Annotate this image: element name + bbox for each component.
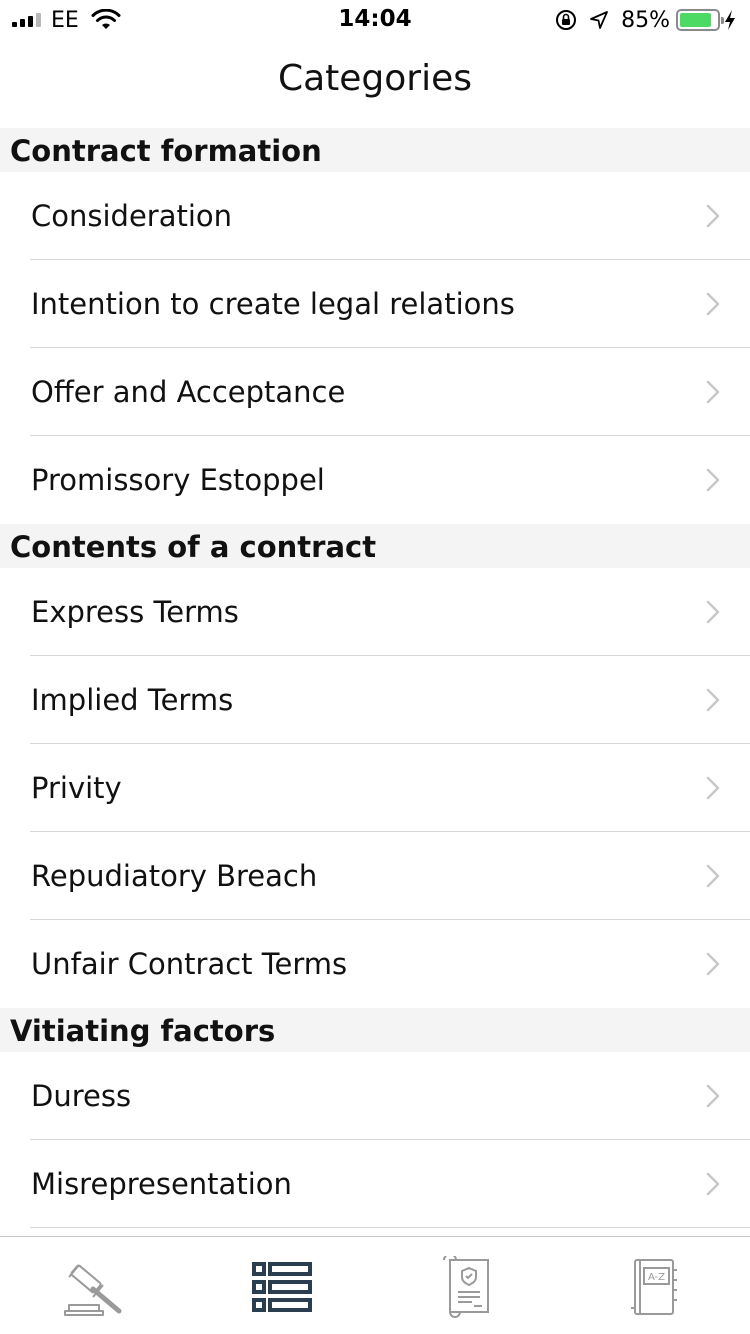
- tab-categories[interactable]: [247, 1255, 317, 1319]
- tab-bar: [0, 1236, 750, 1334]
- section-header: Contents of a contract: [0, 524, 750, 568]
- list-item-label: Unfair Contract Terms: [31, 947, 348, 981]
- battery-percent: 85%: [621, 7, 670, 33]
- list-item-label: Consideration: [31, 199, 233, 233]
- list-item-intention[interactable]: [0, 260, 750, 348]
- chevron-right-icon: [706, 688, 720, 712]
- list-icon: [250, 1261, 314, 1313]
- tab-certificate[interactable]: [433, 1255, 503, 1319]
- chevron-right-icon: [706, 952, 720, 976]
- list-item-label: Implied Terms: [31, 683, 234, 717]
- status-time: 14:04: [338, 6, 412, 32]
- battery-fill: [680, 13, 711, 27]
- chevron-right-icon: [706, 864, 720, 888]
- orientation-lock-icon: [555, 9, 577, 31]
- location-arrow-icon: [589, 10, 609, 30]
- list-item-express-terms[interactable]: [0, 568, 750, 656]
- list-item-consideration[interactable]: [0, 172, 750, 260]
- list-item-label: Express Terms: [31, 595, 239, 629]
- list-item-promissory-estoppel[interactable]: [0, 436, 750, 524]
- chevron-right-icon: [706, 468, 720, 492]
- list-item-label: Duress: [31, 1079, 132, 1113]
- list-item-label: Repudiatory Breach: [31, 859, 318, 893]
- list-item-label: Intention to create legal relations: [31, 287, 515, 321]
- certificate-scroll-icon: [440, 1256, 496, 1318]
- list-item-label: Privity: [31, 771, 122, 805]
- section-vitiating-factors: [0, 1008, 750, 1228]
- gavel-icon: [63, 1257, 127, 1317]
- chevron-right-icon: [706, 1084, 720, 1108]
- charging-bolt-icon: [724, 9, 736, 31]
- list-item-duress[interactable]: [0, 1052, 750, 1140]
- carrier-name: EE: [51, 7, 79, 33]
- page-title: Categories: [277, 58, 473, 99]
- tab-cases[interactable]: [60, 1255, 130, 1319]
- row-divider: [30, 1227, 750, 1228]
- section-contract-formation: [0, 128, 750, 524]
- section-contents-of-contract: [0, 524, 750, 1008]
- chevron-right-icon: [706, 776, 720, 800]
- chevron-right-icon: [706, 204, 720, 228]
- chevron-right-icon: [706, 380, 720, 404]
- status-bar: [0, 0, 750, 40]
- section-header: Vitiating factors: [0, 1008, 750, 1052]
- battery-nub: [721, 17, 724, 24]
- list-item-misrepresentation[interactable]: [0, 1140, 750, 1228]
- chevron-right-icon: [706, 600, 720, 624]
- section-header: Contract formation: [0, 128, 750, 172]
- status-right: [555, 8, 736, 32]
- list-item-label: Promissory Estoppel: [31, 463, 325, 497]
- list-item-unfair-contract-terms[interactable]: [0, 920, 750, 1008]
- list-item-label: Offer and Acceptance: [31, 375, 346, 409]
- az-label: A-Z: [647, 1272, 666, 1283]
- tab-glossary[interactable]: [620, 1255, 690, 1319]
- category-list: [0, 128, 750, 1228]
- list-item-label: Misrepresentation: [31, 1167, 292, 1201]
- list-item-offer-acceptance[interactable]: [0, 348, 750, 436]
- chevron-right-icon: [706, 292, 720, 316]
- list-item-repudiatory-breach[interactable]: [0, 832, 750, 920]
- list-item-privity[interactable]: [0, 744, 750, 832]
- az-book-icon: [627, 1256, 683, 1318]
- list-item-implied-terms[interactable]: [0, 656, 750, 744]
- battery-icon: [676, 9, 720, 31]
- chevron-right-icon: [706, 1172, 720, 1196]
